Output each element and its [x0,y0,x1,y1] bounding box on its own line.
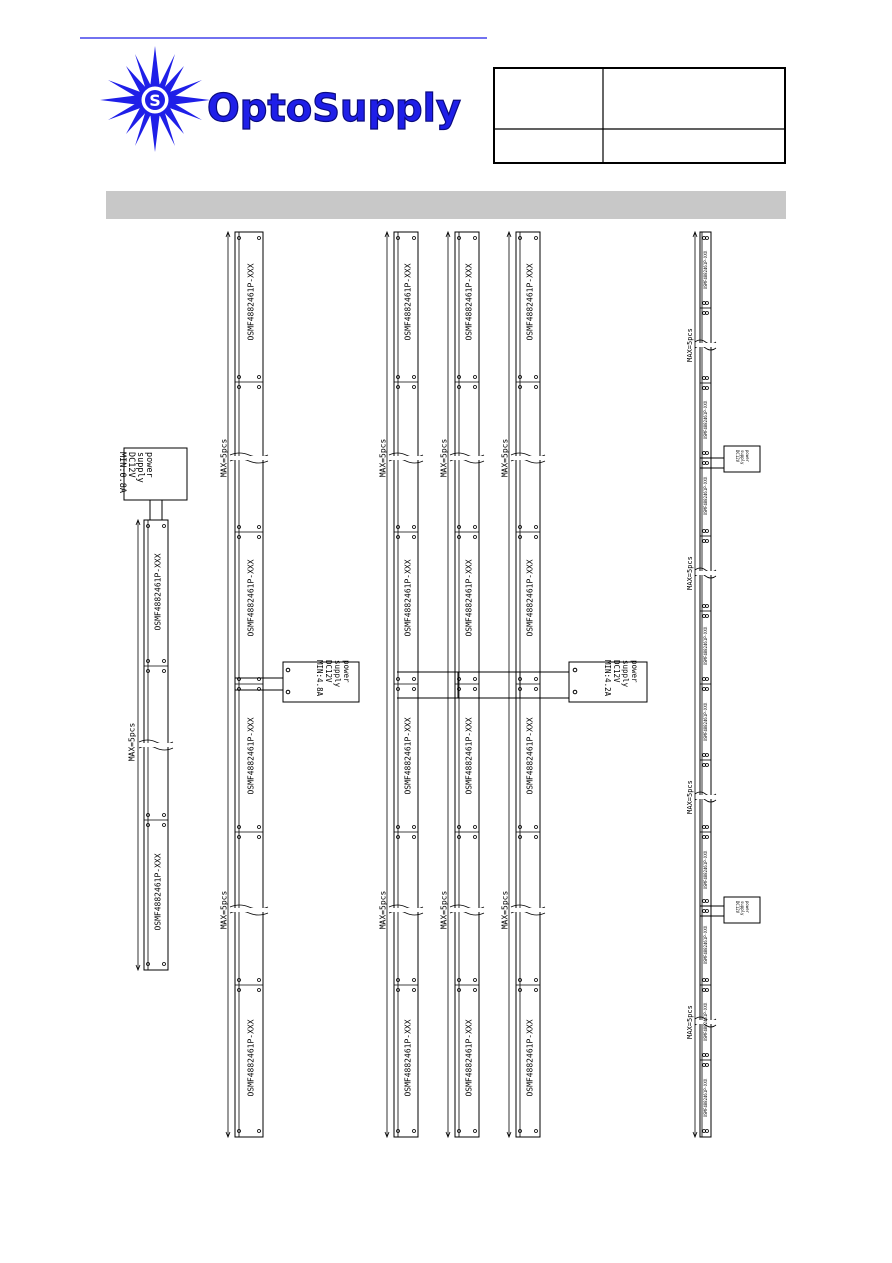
mount-hole [258,979,261,982]
mount-hole [163,660,166,663]
power-supply-left [283,660,359,702]
mount-hole [703,754,706,757]
mount-hole [535,386,538,389]
mount-hole [703,910,706,913]
break-gap [138,743,174,747]
mount-hole [535,826,538,829]
module-label: OSMF4882461P-XXX [153,553,163,631]
mount-hole [535,989,538,992]
module-label: OSMF4882461P-XXX [246,263,256,341]
mount-hole [413,979,416,982]
max-label: MAX=5pcs [219,890,229,930]
mount-hole [413,237,416,240]
supply-line-3: DC12V [324,660,333,683]
module-label: OSMF4882461P-XXX [246,717,256,795]
mount-hole [703,462,706,465]
mount-hole [258,826,261,829]
supply-line-3: DC12V [126,452,136,478]
mount-hole [258,836,261,839]
mount-hole [535,836,538,839]
supply-line-3: DC12V [735,901,740,914]
supply-line-3: DC12V [612,660,621,683]
mount-hole [535,688,538,691]
brand-name: OptoSupply [207,86,462,130]
max-label: MAX=5pcs [500,890,510,930]
mount-hole [413,688,416,691]
break-gap [510,908,546,912]
module-label: OSMF4882461P-XXX [703,850,708,890]
mount-hole [474,989,477,992]
module-label: OSMF4882461P-XXX [464,263,474,341]
break-gap [229,456,269,460]
max-label: MAX=5pcs [439,890,449,930]
mount-hole [474,979,477,982]
supply-line-2: supply [135,452,145,483]
break-gap [510,456,546,460]
max-label: MAX=5pcs [378,890,388,930]
mount-hole [413,526,416,529]
mount-hole [413,536,416,539]
supply-line-2: supply [333,660,342,688]
max-label: MAX=5pcs [686,328,694,362]
logo-letter: S [149,91,161,110]
supply-line-1: power [745,901,750,914]
mount-hole [258,526,261,529]
mount-hole [706,530,709,533]
module-label: OSMF4882461P-XXX [464,717,474,795]
led-strip [379,232,425,1137]
mount-hole [703,826,706,829]
mount-hole [163,824,166,827]
power-supply-small [117,448,187,500]
module-label: OSMF4882461P-XXX [403,559,413,637]
mount-hole [474,688,477,691]
mount-hole [706,1064,709,1067]
mount-hole [706,312,709,315]
module-label: OSMF4882461P-XXX [403,1019,413,1097]
max-label: MAX=5pcs [127,722,137,762]
mount-hole [535,979,538,982]
mount-hole [706,764,709,767]
mount-hole [703,979,706,982]
max-label: MAX=5pcs [378,438,388,478]
break-gap [449,908,485,912]
mount-hole [474,386,477,389]
mount-hole [413,376,416,379]
mount-hole [474,1130,477,1133]
break-gap [694,795,717,799]
mount-hole [706,688,709,691]
mount-hole [706,979,709,982]
supply-line-4: MIN:0.8A [117,452,127,493]
mount-hole [535,1130,538,1133]
module-label: OSMF4882461P-XXX [703,702,708,742]
mount-hole [413,386,416,389]
mount-hole [474,376,477,379]
mount-hole [703,989,706,992]
mount-hole [474,536,477,539]
mount-hole [163,525,166,528]
supply-line-2: supply [740,450,745,465]
mount-hole [706,237,709,240]
mount-hole [703,302,706,305]
mount-hole [703,237,706,240]
led-strip [440,232,486,1137]
module-label: OSMF4882461P-XXX [464,559,474,637]
info-table [494,68,785,163]
mount-hole [703,688,706,691]
break-gap [229,908,269,912]
mount-hole [706,605,709,608]
module-label: OSMF4882461P-XXX [703,626,708,666]
mount-hole [703,764,706,767]
mount-hole [703,1054,706,1057]
mount-hole [706,900,709,903]
mount-hole [703,615,706,618]
supply-line-3: DC12V [735,450,740,463]
mount-hole [535,536,538,539]
mount-hole [703,900,706,903]
mount-hole [706,302,709,305]
led-strip [686,232,717,1137]
led-strip [220,232,270,1137]
supply-line-1: power [630,660,639,683]
mount-hole [706,615,709,618]
mount-hole [163,963,166,966]
module-label: OSMF4882461P-XXX [153,853,163,931]
mount-hole [163,814,166,817]
supply-line-2: supply [740,901,745,916]
mount-hole [258,1130,261,1133]
max-label: MAX=5pcs [686,556,694,590]
module-label: OSMF4882461P-XXX [403,717,413,795]
mount-hole [474,826,477,829]
mount-hole [703,678,706,681]
mount-hole [706,836,709,839]
mount-hole [535,376,538,379]
module-label: OSMF4882461P-XXX [703,1078,708,1118]
mount-hole [703,605,706,608]
mount-hole [706,989,709,992]
module-label: OSMF4882461P-XXX [246,1019,256,1097]
mount-hole [706,540,709,543]
mount-hole [163,670,166,673]
max-label: MAX=5pcs [686,1005,694,1039]
title-bar [106,191,786,219]
max-label: MAX=5pcs [500,438,510,478]
mount-hole [413,678,416,681]
mount-hole [703,1064,706,1067]
module-label: OSMF4882461P-XXX [403,263,413,341]
mount-hole [703,540,706,543]
module-label: OSMF4882461P-XXX [525,263,535,341]
module-label: OSMF4882461P-XXX [464,1019,474,1097]
mount-hole [703,1130,706,1133]
led-strip [128,520,175,970]
module-label: OSMF4882461P-XXX [703,476,708,516]
mount-hole [258,536,261,539]
break-gap [694,343,717,347]
module-label: OSMF4882461P-XXX [525,1019,535,1097]
mount-hole [706,387,709,390]
mount-hole [413,826,416,829]
mount-hole [474,678,477,681]
supply-line-2: supply [621,660,630,688]
mount-hole [703,377,706,380]
mount-hole [413,1130,416,1133]
mount-hole [706,1054,709,1057]
max-label: MAX=5pcs [219,438,229,478]
mount-hole [703,387,706,390]
mount-hole [706,754,709,757]
break-gap [449,456,485,460]
mount-hole [258,386,261,389]
module-label: OSMF4882461P-XXX [246,559,256,637]
mount-hole [706,452,709,455]
max-label: MAX=5pcs [686,780,694,814]
optosupply-logo [100,46,461,152]
power-supply-mini-upper [724,446,760,472]
break-gap [388,908,424,912]
mount-hole [535,237,538,240]
mount-hole [703,312,706,315]
mount-hole [535,678,538,681]
power-supply-mini-lower [724,897,760,923]
mount-hole [535,526,538,529]
module-label: OSMF4882461P-XXX [525,717,535,795]
supply-line-1: power [144,452,154,478]
mount-hole [706,1130,709,1133]
mount-hole [474,526,477,529]
module-label: OSMF4882461P-XXX [703,250,708,290]
break-gap [694,571,717,575]
max-label: MAX=5pcs [439,438,449,478]
mount-hole [258,376,261,379]
module-label: OSMF4882461P-XXX [703,925,708,965]
supply-line-1: power [745,450,750,463]
break-gap [388,456,424,460]
mount-hole [703,452,706,455]
supply-line-4: MIN:4.2A [603,660,612,697]
mount-hole [703,530,706,533]
mount-hole [706,910,709,913]
mount-hole [474,237,477,240]
mount-hole [703,836,706,839]
mount-hole [413,989,416,992]
mount-hole [706,462,709,465]
led-strip [501,232,547,1137]
mount-hole [413,836,416,839]
module-label: OSMF4882461P-XXX [703,1002,708,1042]
supply-line-1: power [342,660,351,683]
module-label: OSMF4882461P-XXX [703,400,708,440]
mount-hole [706,678,709,681]
mount-hole [258,989,261,992]
power-supply-wide [569,660,647,702]
mount-hole [706,826,709,829]
supply-line-4: MIN:4.8A [315,660,324,697]
mount-hole [474,836,477,839]
mount-hole [706,377,709,380]
module-label: OSMF4882461P-XXX [525,559,535,637]
mount-hole [258,237,261,240]
